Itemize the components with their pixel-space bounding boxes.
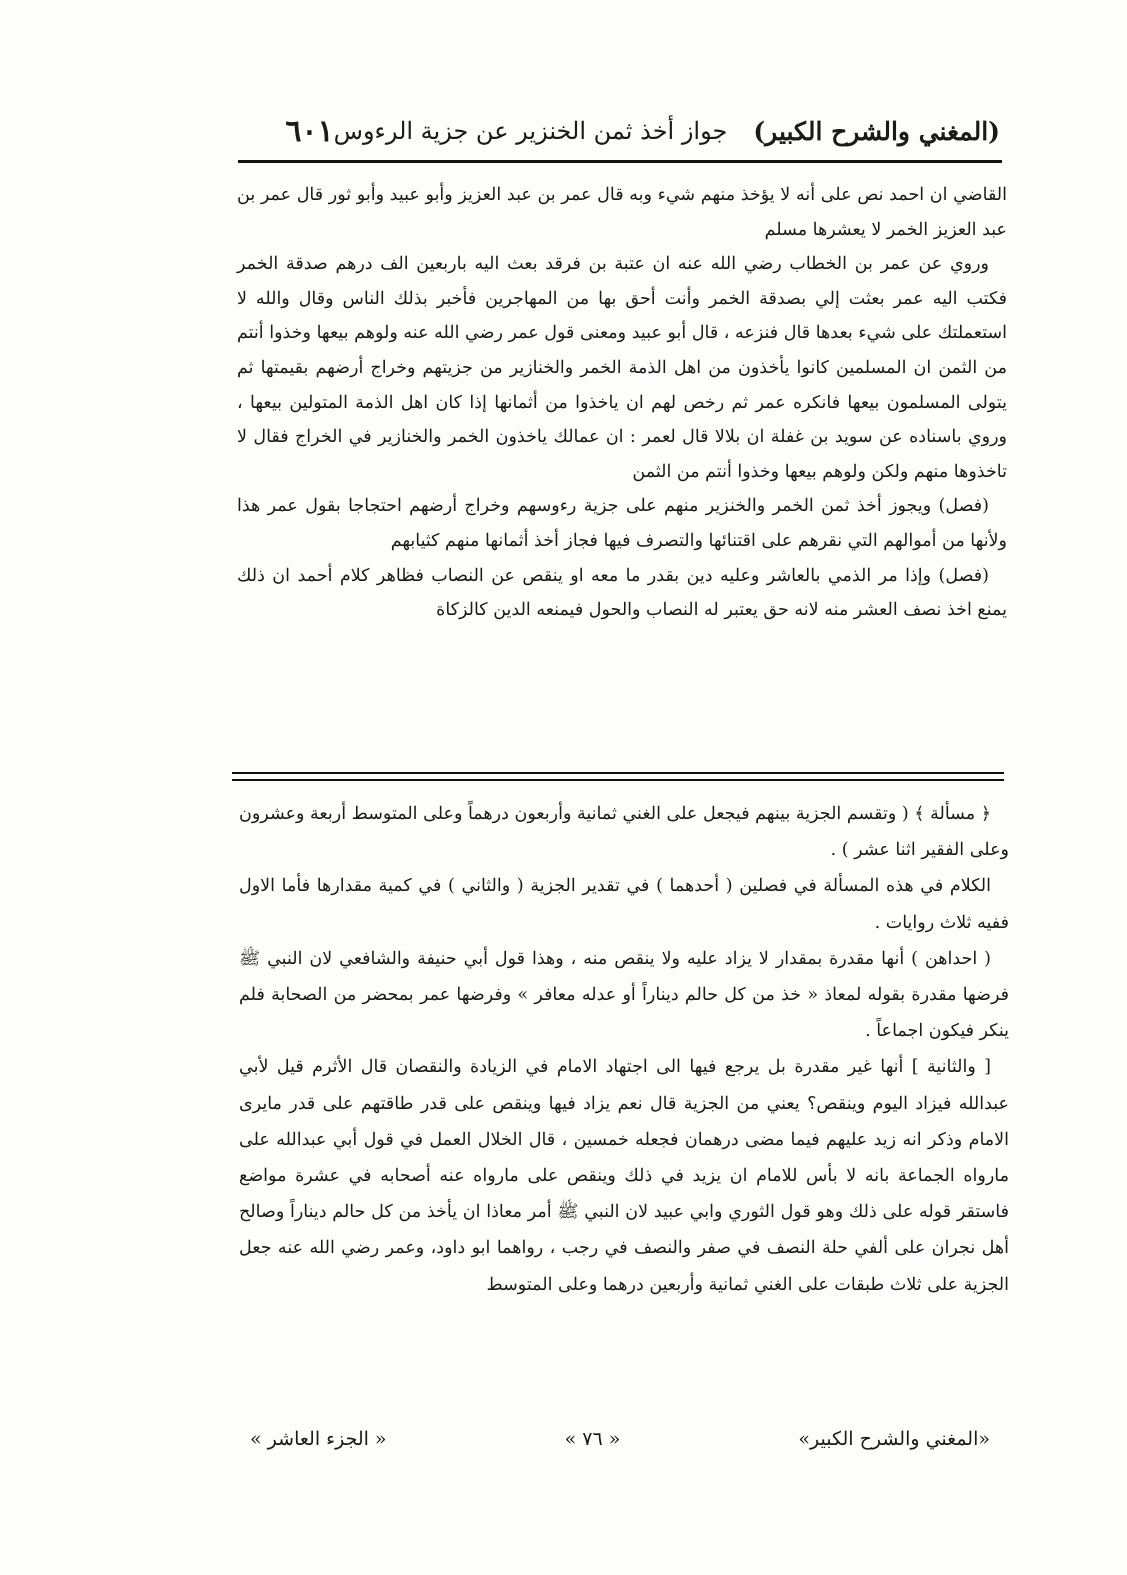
- mughni-text-block: [239, 796, 1009, 1303]
- paragraph: (فصل) وإذا مر الذمي بالعاشر وعليه دين بقدر ما معه او ينقص عن النصاب فظاهر كلام أحمد ان ذلك يمنع اخذ نصف العشر منه لانه حق يعتبر له النصاب والحول فيمنعه الدين كالزكاة: [237, 565, 1007, 621]
- footer-book: «المغني والشرح الكبير»: [798, 1428, 990, 1450]
- footer-volume: « الجزء العاشر »: [250, 1428, 387, 1450]
- paragraph: ﴿ مسألة ﴾ ( وتقسم الجزية بينهم فيجعل على الغني ثمانية وأربعون درهماً وعلى المتوسط أربعة وعشرون وعلى الفقير اثنا عشر ) .: [239, 804, 1009, 861]
- header-rule: [238, 160, 1002, 163]
- paragraph: (فصل) ويجوز أخذ ثمن الخمر والخنزير منهم على جزية رءوسهم وخراج أرضهم احتجاجا بقول عمر هذا ولأنها من أموالهم التي نقرهم على اقتنائها والتصرف فيها فجاز أخذ أثمانها منهم كثيابهم: [237, 496, 1007, 551]
- section-divider: [232, 772, 1004, 781]
- paragraph: القاضي ان احمد نص على أنه لا يؤخذ منهم شيء وبه قال عمر بن عبد العزيز وأبو عبيد وأبو ثور قال عمر بن عبد العزيز الخمر لا يعشرها مسلم: [237, 185, 1007, 240]
- sharh-text-block: [237, 178, 1007, 628]
- running-header: [240, 108, 1000, 154]
- footer-sheet-number: « ٧٦ »: [564, 1428, 621, 1450]
- header-topic: جواز أخذ ثمن الخنزير عن جزية الرءوس: [333, 117, 728, 145]
- paragraph: [ والثانية ] أنها غير مقدرة بل يرجع فيها الى اجتهاد الامام في الزيادة والنقصان قال الأثرم قيل لأبي عبدالله فيزاد اليوم وينقص؟ يعني من الجزية قال نعم يزاد فيها وينقص على قدر طاقتهم على قدر مايرى الامام وذكر انه زيد عليهم فيما مضى درهمان فجعله خمسين ، قال الخلال العمل في قول أبي عبدالله على مارواه الجماعة بانه لا بأس للامام ان يزيد في ذلك وينقص على مارواه عنه أصحابه في عشرة مواضع فاستقر قوله على ذلك وهو قول الثوري وابي عبيد لان النبي ﷺ أمر معاذا ان يأخذ من كل حالم ديناراً وصالح أهل نجران على ألفي حلة النصف في صفر والنصف في رجب ، رواهما ابو داود، وعمر رضي الله عنه جعل الجزية على ثلاث طبقات على الغني ثمانية وأربعين درهما وعلى المتوسط: [239, 1057, 1009, 1295]
- page-footer: [250, 1422, 990, 1456]
- header-book-title: (المغني والشرح الكبير): [753, 116, 1000, 146]
- page-number: ٦٠١: [285, 113, 334, 149]
- paragraph: ( احداهن ) أنها مقدرة بمقدار لا يزاد عليه ولا ينقص منه ، وهذا قول أبي حنيفة والشافعي لان النبي ﷺ فرضها مقدرة بقوله لمعاذ « خذ من كل حالم ديناراً أو عدله معافر » وفرضها عمر بمحضر من الصحابة فلم ينكر فيكون اجماعاً .: [239, 948, 1009, 1042]
- paragraph: وروي عن عمر بن الخطاب رضي الله عنه ان عتبة بن فرقد بعث اليه باربعين الف درهم صدقة الخمر فكتب اليه عمر بعثت إلي بصدقة الخمر وأنت أحق بها من المهاجرين فأخبر بذلك الناس وقال والله لا استعملتك على شيء بعدها قال فنزعه ، قال أبو عبيد ومعنى قول عمر رضي الله عنه ولوهم بيعها وخذوا أنتم من الثمن ان المسلمين كانوا يأخذون من اهل الذمة الخمر والخنازير من جزيتهم وخراج أرضهم بقيمتها ثم يتولى المسلمون بيعها فانكره عمر ثم رخص لهم ان ياخذوا من أثمانها إذا كان اهل الذمة المتولين بيعها ، وروي باسناده عن سويد بن غفلة ان بلالا قال لعمر : ان عمالك ياخذون الخمر والخنازير في الخراج فقال لا تاخذوها منهم ولكن ولوهم بيعها وخذوا أنتم من الثمن: [237, 254, 1007, 482]
- paragraph: الكلام في هذه المسألة في فصلين ( أحدهما ) في تقدير الجزية ( والثاني ) في كمية مقدارها فأما الاول ففيه ثلاث روايات .: [239, 876, 1009, 933]
